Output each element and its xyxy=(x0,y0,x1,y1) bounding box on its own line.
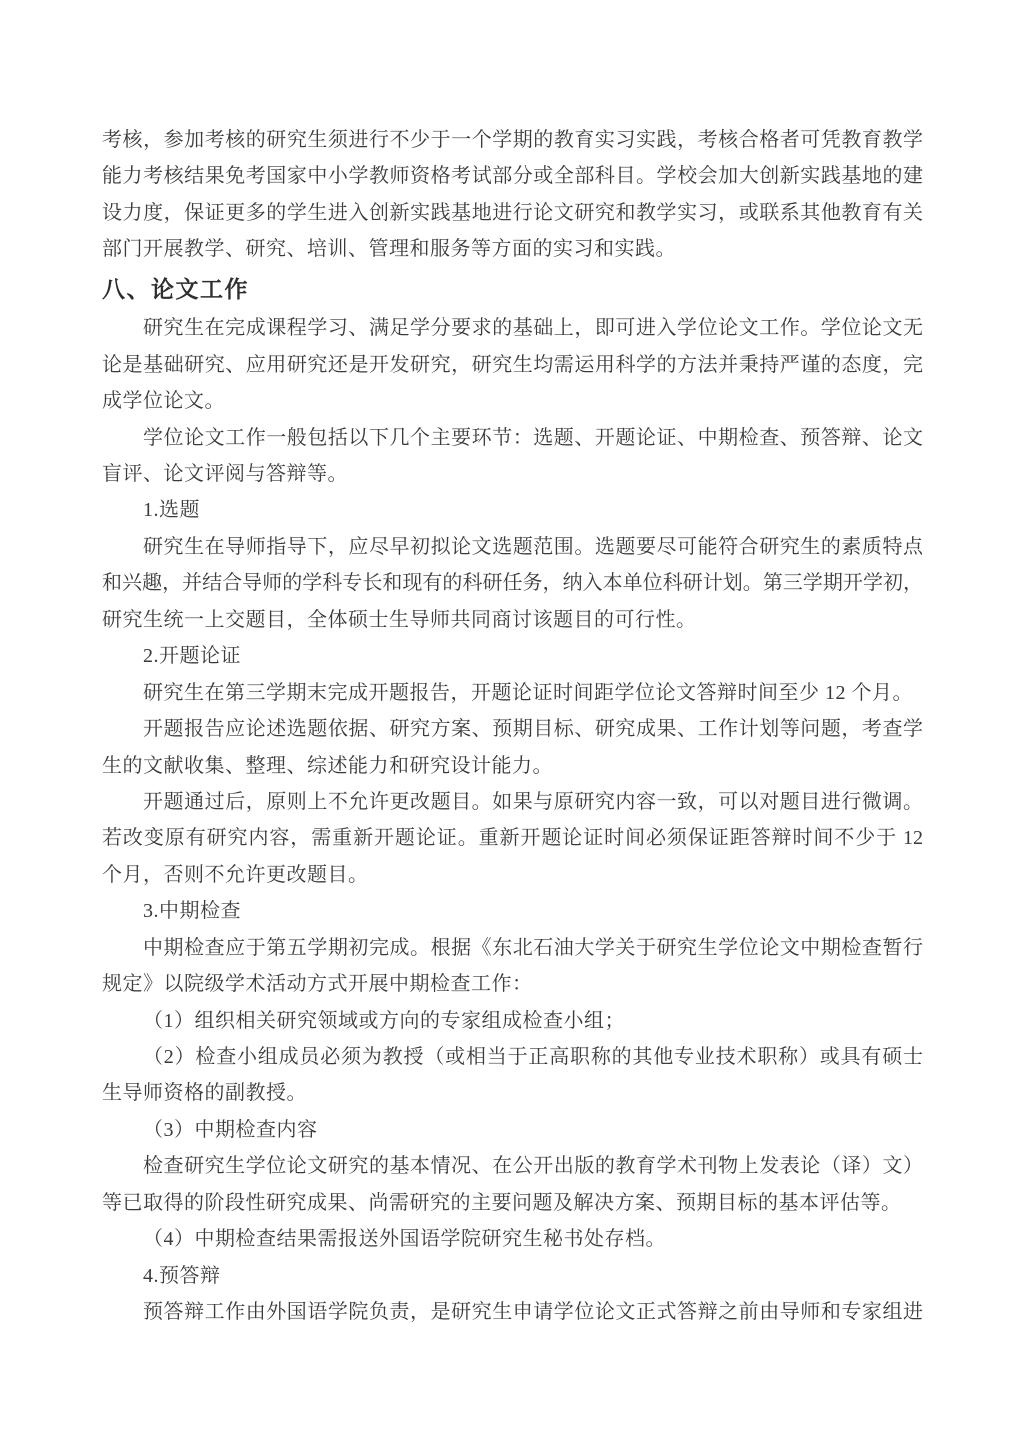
text-line: 规定》以院级学术活动方式开展中期检查工作： xyxy=(102,973,533,996)
text-line: 生导师资格的副教授。 xyxy=(102,1082,307,1105)
list-item-line: （1）组织相关研究领域或方向的专家组成检查小组； xyxy=(143,1009,625,1032)
subsection-label: 2.开题论证 xyxy=(143,645,241,668)
text-line: 考核，参加考核的研究生须进行不少于一个学期的教育实习实践，考核合格者可凭教育教学 xyxy=(102,129,923,151)
text-line: 若改变原有研究内容，需重新开题论证。重新开题论证时间必须保证距答辩时间不少于 12 xyxy=(102,827,923,850)
text-line: 成学位论文。 xyxy=(102,390,225,413)
list-item-line: （3）中期检查内容 xyxy=(143,1118,318,1141)
text-line: 研究生在第三学期末完成开题报告，开题论证时间距学位论文答辩时间至少 12 个月。 xyxy=(143,681,913,704)
text-line: 部门开展教学、研究、培训、管理和服务等方面的实习和实践。 xyxy=(102,238,676,261)
text-line: 能力考核结果免考国家中小学教师资格考试部分或全部科目。学校会加大创新实践基地的建 xyxy=(102,165,923,188)
text-line: 论是基础研究、应用研究还是开发研究，研究生均需运用科学的方法并秉持严谨的态度，完 xyxy=(102,353,923,376)
text-line: 研究生在完成课程学习、满足学分要求的基础上，即可进入学位论文工作。学位论文无 xyxy=(143,317,923,340)
list-item-line: （4）中期检查结果需报送外国语学院研究生秘书处存档。 xyxy=(143,1228,666,1251)
section-heading: 八、论文工作 xyxy=(102,275,249,302)
text-line: 开题通过后，原则上不允许更改题目。如果与原研究内容一致，可以对题目进行微调。 xyxy=(143,790,923,813)
text-line: 个月，否则不允许更改题目。 xyxy=(102,863,369,886)
text-line: 学位论文工作一般包括以下几个主要环节：选题、开题论证、中期检查、预答辩、论文 xyxy=(143,426,923,449)
text-line: 设力度，保证更多的学生进入创新实践基地进行论文研究和教学实习，或联系其他教育有关 xyxy=(102,201,923,224)
text-line: 开题报告应论述选题依据、研究方案、预期目标、研究成果、工作计划等问题，考查学 xyxy=(143,718,923,741)
text-line: 中期检查应于第五学期初完成。根据《东北石油大学关于研究生学位论文中期检查暂行 xyxy=(143,936,923,959)
list-item-line: （2）检查小组成员必须为教授（或相当于正高职称的其他专业技术职称）或具有硕士 xyxy=(143,1046,923,1068)
text-line: 研究生在导师指导下，应尽早初拟论文选题范围。选题要尽可能符合研究生的素质特点 xyxy=(143,535,923,558)
text-line: 研究生统一上交题目，全体硕士生导师共同商讨该题目的可行性。 xyxy=(102,608,697,631)
text-line: 预答辩工作由外国语学院负责，是研究生申请学位论文正式答辩之前由导师和专家组进 xyxy=(143,1301,923,1324)
document-page xyxy=(102,122,923,1331)
text-line: 等已取得的阶段性研究成果、尚需研究的主要问题及解决方案、预期目标的基本评估等。 xyxy=(102,1191,902,1214)
subsection-label: 4.预答辩 xyxy=(143,1264,221,1287)
text-line: 生的文献收集、整理、综述能力和研究设计能力。 xyxy=(102,754,553,777)
text-line: 和兴趣，并结合导师的学科专长和现有的科研任务，纳入本单位科研计划。第三学期开学初， xyxy=(102,572,923,595)
text-line: 检查研究生学位论文研究的基本情况、在公开出版的教育学术刊物上发表论（译）文） xyxy=(143,1155,923,1178)
subsection-label: 1.选题 xyxy=(143,499,200,522)
text-line: 盲评、论文评阅与答辩等。 xyxy=(102,463,348,485)
subsection-label: 3.中期检查 xyxy=(143,900,241,923)
